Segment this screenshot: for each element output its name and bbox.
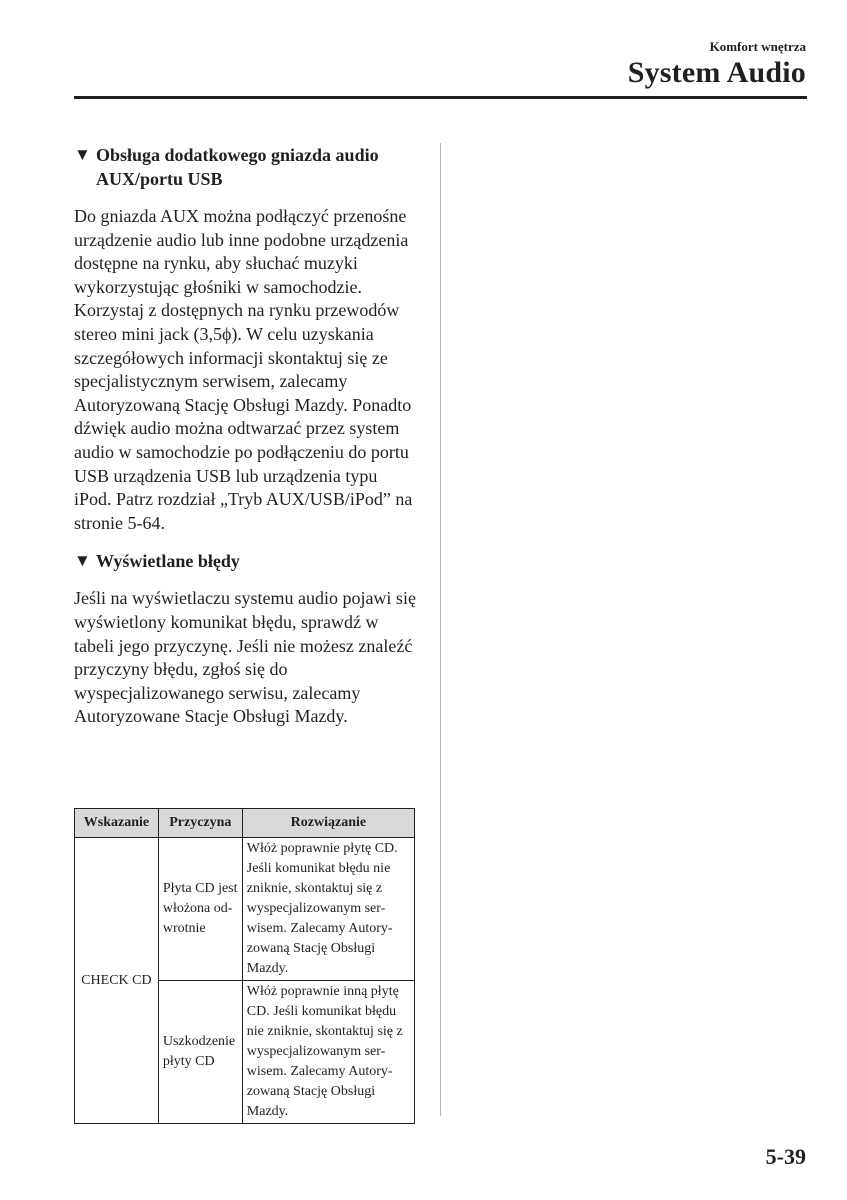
solution-cell: Włóż poprawnie inną płytę CD. Jeśli komunikat błędu nie zniknie, skontaktuj się z wyspecjalizowanym ser-wisem. Zalecamy Autory-zowaną Stację Obsługi Mazdy. — [242, 981, 414, 1124]
column-header-indication: Wskazanie — [75, 809, 159, 838]
table-header-row — [75, 809, 415, 838]
cause-cell: Płyta CD jest włożona od-wrotnie — [158, 838, 242, 981]
column-divider — [440, 143, 441, 1116]
solution-cell: Włóż poprawnie płytę CD. Jeśli komunikat błędu nie zniknie, skontaktuj się z wyspecjalizowanym ser-wisem. Zalecamy Autory-zowaną Stację Obsługi Mazdy. — [242, 838, 414, 981]
section-body-errors — [74, 587, 419, 729]
page-number: 5-39 — [765, 1144, 806, 1169]
indication-cell: CHECK CD — [75, 838, 159, 1124]
section-heading-text: Wyświetlane błędy — [96, 551, 240, 572]
section-heading-aux-usb — [74, 143, 419, 191]
column-header-solution: Rozwiązanie — [242, 809, 414, 838]
section-heading-errors — [74, 549, 419, 573]
column-header-cause: Przyczyna — [158, 809, 242, 838]
main-column — [74, 143, 419, 729]
section-heading-text: Obsługa dodatkowego gniazda audio AUX/portu USB — [96, 145, 379, 189]
header-divider — [74, 96, 807, 99]
paragraph: Jeśli na wyświetlaczu systemu audio pojawi się wyświetlony komunikat błędu, sprawdź w tabeli jego przyczynę. Jeśli nie możesz znaleźć przyczyny błędu, zgłoś się do wyspecjalizowanego serwisu, zalecamy Autoryzowane Stacje Obsługi Mazdy. — [74, 588, 416, 727]
section-body-aux-usb — [74, 205, 419, 535]
error-table — [74, 808, 415, 1124]
paragraph: Do gniazda AUX można podłączyć przenośne urządzenie audio lub inne podobne urządzenia dostępne na rynku, aby słuchać muzyki wykorzystując głośniki w samochodzie. Korzystaj z dostępnych na rynku przewodów stereo mini jack (3,5ϕ). W celu uzyskania szczegółowych informacji skontaktuj się ze specjalistycznym serwisem, zalecamy Autoryzowaną Stację Obsługi Mazdy. Ponadto dźwięk audio można odtwarzać przez system audio w samochodzie po podłączeniu do portu USB urządzenia USB lub urządzenia typu iPod. Patrz rozdział „Tryb AUX/USB/iPod” na stronie 5-64. — [74, 206, 413, 533]
cause-cell: Uszkodzenie płyty CD — [158, 981, 242, 1124]
page-title: System Audio — [627, 56, 806, 89]
triangle-marker-icon: ▼ — [74, 145, 91, 164]
section-label: Komfort wnętrza — [709, 39, 806, 54]
table-row — [75, 838, 415, 981]
triangle-marker-icon: ▼ — [74, 551, 91, 571]
